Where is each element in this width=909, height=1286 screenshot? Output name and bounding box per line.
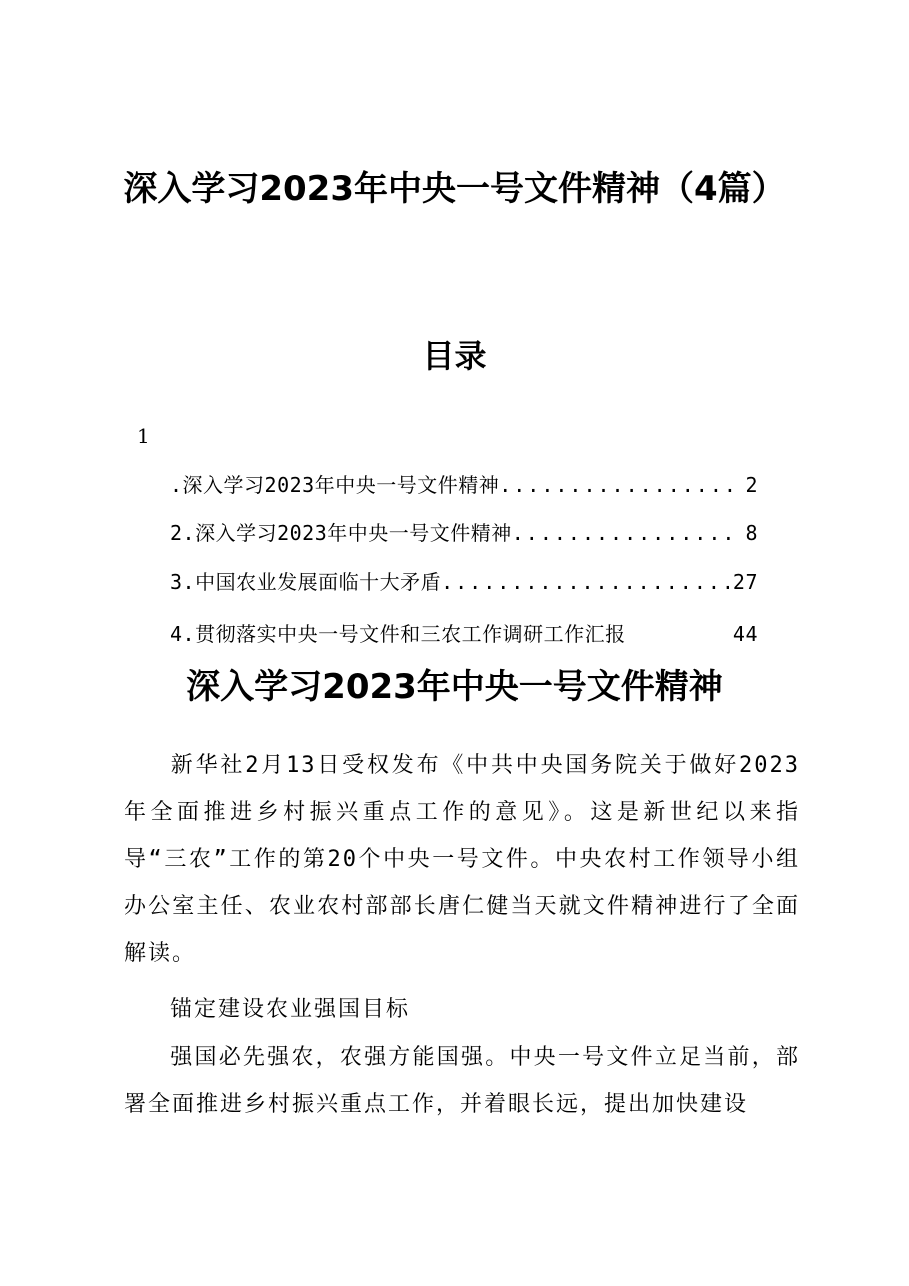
paragraph-text: 锚定建设农业强国目标 [170, 997, 411, 1022]
toc-leader-dots [499, 473, 741, 497]
toc-section-number: 1 [137, 424, 150, 448]
toc-entry-page: 2 [745, 473, 758, 497]
toc-heading: 目录 [422, 337, 487, 375]
paragraph-text: 强国必先强农，农强方能国强。中央一号文件立足当前，部署全面推进乡村振兴重点工作，并着眼长远，提出加快建设 [124, 1045, 800, 1117]
toc-entry-page: 27 [732, 570, 758, 594]
toc-entry[interactable] [170, 566, 758, 598]
section-subheading [124, 986, 800, 1033]
toc-entry-page: 44 [732, 622, 758, 646]
toc-entry-label: 4.贯彻落实中央一号文件和三农工作调研工作汇报 [170, 622, 626, 646]
article-title: 深入学习2023年中央一号文件精神 [186, 667, 723, 707]
document-title: 深入学习2023年中央一号文件精神（4篇） [123, 169, 786, 209]
toc-leader-dots [441, 570, 729, 594]
toc-entry[interactable] [170, 618, 758, 650]
toc-entry-label: .深入学习2023年中央一号文件精神 [170, 473, 500, 497]
body-paragraph [124, 742, 800, 977]
toc-entry[interactable] [170, 469, 758, 501]
toc-entry-label: 3.中国农业发展面临十大矛盾 [170, 570, 442, 594]
toc-leader-dots [512, 521, 742, 545]
toc-entry[interactable] [170, 517, 758, 549]
toc-entry-page: 8 [745, 521, 758, 545]
body-paragraph [124, 1034, 800, 1128]
paragraph-text: 新华社2月13日受权发布《中共中央国务院关于做好2023年全面推进乡村振兴重点工作的意见》。这是新世纪以来指导“三农”工作的第20个中央一号文件。中央农村工作领导小组办公室主任、农业农村部部长唐仁健当天就文件精神进行了全面解读。 [124, 753, 800, 966]
toc-entry-label: 2.深入学习2023年中央一号文件精神 [170, 521, 512, 545]
